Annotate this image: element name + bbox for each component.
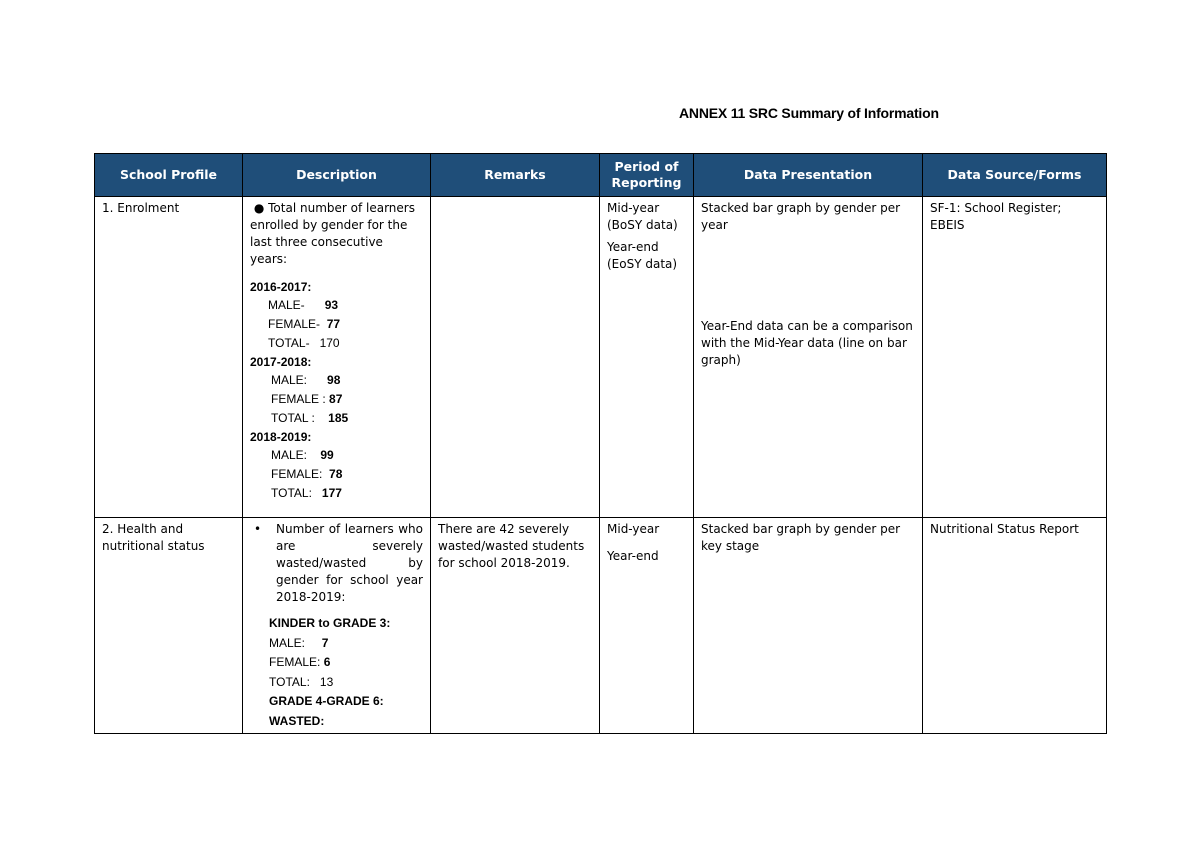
header-school-profile: School Profile [95,154,243,197]
health-counts [250,614,423,731]
year-label: 2017-2018: [250,355,312,369]
count-line: TOTAL: 13 [269,674,334,689]
header-remarks: Remarks [431,154,600,197]
period-item: Mid-year [607,522,660,536]
cell-enrolment-description [243,197,431,518]
count-line: TOTAL: 177 [271,486,342,500]
cell-health-remarks: There are 42 severely wasted/wasted students for school 2018-2019. [431,518,600,734]
cell-enrolment-profile: 1. Enrolment [95,197,243,518]
count-line: MALE: 7 [269,635,329,650]
header-row [95,154,1107,197]
count-line: FEMALE: 6 [269,655,331,669]
count-line: TOTAL : 185 [271,411,349,425]
enrolment-description-text: Total number of learners enrolled by gender for the last three consecutive years: [250,201,415,266]
health-description [250,521,423,606]
presentation-note: Year-End data can be a comparison with the Mid-Year data (line on bar graph) [701,319,913,367]
count-line: TOTAL- 170 [268,336,340,350]
cell-health-source: Nutritional Status Report [923,518,1107,734]
period-item: Year-end (EoSY data) [607,240,678,271]
count-line: FEMALE: 78 [271,467,343,481]
document-title: ANNEX 11 SRC Summary of Information [679,105,939,121]
cell-health-presentation: Stacked bar graph by gender per key stage [694,518,923,734]
bullet-icon: ● [253,201,265,215]
count-line: MALE- 93 [268,298,339,312]
cell-enrolment-period [600,197,694,518]
cell-health-profile: 2. Health and nutritional status [95,518,243,734]
header-period-of-reporting: Period of Reporting [600,154,694,197]
header-data-source-forms: Data Source/Forms [923,154,1107,197]
bullet-icon: • [254,522,262,536]
cell-enrolment-source: SF-1: School Register; EBEIS [923,197,1107,518]
period-item: Year-end [607,549,659,563]
header-description: Description [243,154,431,197]
enrolment-description [250,200,423,268]
src-summary-table [94,153,1107,734]
year-label: 2016-2017: [250,280,312,294]
count-line: MALE: 99 [271,448,334,462]
cell-health-period [600,518,694,734]
presentation-text: Stacked bar graph by gender per year [701,201,901,232]
header-data-presentation: Data Presentation [694,154,923,197]
group-label: GRADE 4-GRADE 6: [269,694,384,708]
period-item: Mid-year (BoSY data) [607,201,678,232]
cell-enrolment-presentation [694,197,923,518]
health-description-text: Number of learners who are severely wasted/wasted by gender for school year 2018-2019: [276,522,423,604]
count-line: FEMALE : 87 [271,392,343,406]
cell-enrolment-remarks [431,197,600,518]
count-line: MALE: 98 [271,373,341,387]
year-label: 2018-2019: [250,430,312,444]
group-label: KINDER to GRADE 3: [269,616,391,630]
table-row-health [95,518,1107,734]
count-line: FEMALE- 77 [268,317,341,331]
cell-health-description [243,518,431,734]
table-row-enrolment [95,197,1107,518]
wasted-label: WASTED: [269,713,325,728]
